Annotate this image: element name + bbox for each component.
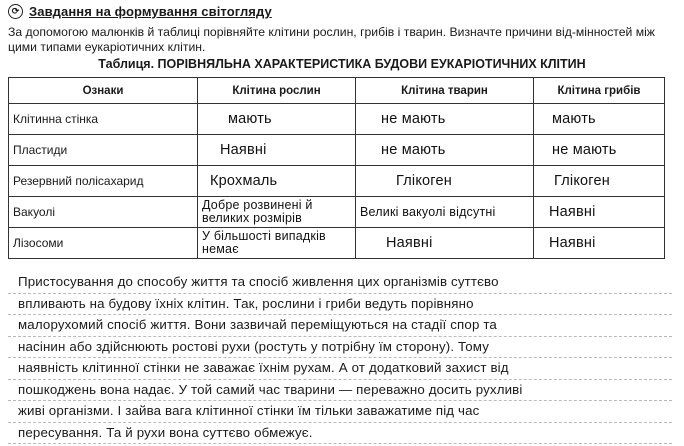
- table-row: [9, 135, 665, 166]
- fungi-value: не мають: [552, 142, 617, 158]
- animal-value: Великі вакуолі відсутні: [360, 204, 496, 219]
- comparison-table: [8, 77, 665, 259]
- worldview-task-icon: ⟳: [8, 4, 23, 19]
- feature-cell: Пластиди: [9, 135, 198, 166]
- answer-line: пересування. Та й рухи вона суттєво обмежує.: [8, 423, 672, 445]
- plant-value: Наявні: [220, 142, 267, 158]
- header-fungi-cell: Клітина грибів: [534, 78, 665, 104]
- feature-cell: Клітинна стінка: [9, 104, 198, 135]
- answer-text: [8, 272, 672, 438]
- task-title: Завдання на формування світогляду: [29, 4, 272, 19]
- answer-line: наявність клітинної стінки не заважає їхнім рухам. А от додатковий захист від: [8, 358, 672, 380]
- table-row: [9, 166, 665, 197]
- answer-line: пошкоджень вона надає. У той самий час тварини — переважно досить рухливі: [8, 380, 672, 402]
- feature-cell: Лізосоми: [9, 228, 198, 259]
- answer-line: Пристосування до способу життя та спосіб живлення цих організмів суттєво: [8, 272, 672, 294]
- table-row: [9, 104, 665, 135]
- feature-cell: Резервний полісахарид: [9, 166, 198, 197]
- animal-value: Наявні: [386, 235, 433, 251]
- fungi-value: мають: [552, 111, 596, 127]
- header-features: Ознаки: [9, 78, 198, 104]
- table-header-row: [9, 78, 665, 104]
- plant-value: Крохмаль: [210, 173, 278, 189]
- answer-line: малорухомий спосіб життя. Вони зазвичай переміщуються на стадії спор та: [8, 315, 672, 337]
- header-animal-cell: Клітина тварин: [356, 78, 534, 104]
- table-row: [9, 197, 665, 228]
- fungi-value: Глікоген: [554, 173, 610, 189]
- task-header: [8, 4, 272, 19]
- plant-value: Добре розвинені й великих розмірів: [202, 198, 313, 225]
- animal-value: не мають: [381, 142, 446, 158]
- fungi-value: Наявні: [549, 235, 596, 251]
- animal-value: не мають: [381, 111, 446, 127]
- answer-line: впливають на будову їхніх клітин. Так, рослини і гриби ведуть порівняно: [8, 294, 672, 316]
- feature-cell: Вакуолі: [9, 197, 198, 228]
- table-row: [9, 228, 665, 259]
- fungi-value: Наявні: [549, 204, 596, 220]
- table-title: Таблиця. ПОРІВНЯЛЬНА ХАРАКТЕРИСТИКА БУДОВИ ЕУКАРІОТИЧНИХ КЛІТИН: [98, 57, 586, 71]
- answer-line: живі організми. І зайва вага клітинної стінки їм тільки заважатиме під час: [8, 401, 672, 423]
- plant-value: мають: [228, 111, 272, 127]
- answer-line: насінин або здійснюють ростові рухи (ростуть у потрібну їм сторону). Тому: [8, 337, 672, 359]
- animal-value: Глікоген: [396, 173, 452, 189]
- plant-value: У більшості випадків немає: [202, 229, 326, 256]
- task-instructions: За допомогою малюнків й таблиці порівняйте клітини рослин, грибів і тварин. Визначте причини від-мінностей між цими типами еукаріотичних клітин.: [8, 25, 655, 54]
- header-plant-cell: Клітина рослин: [198, 78, 356, 104]
